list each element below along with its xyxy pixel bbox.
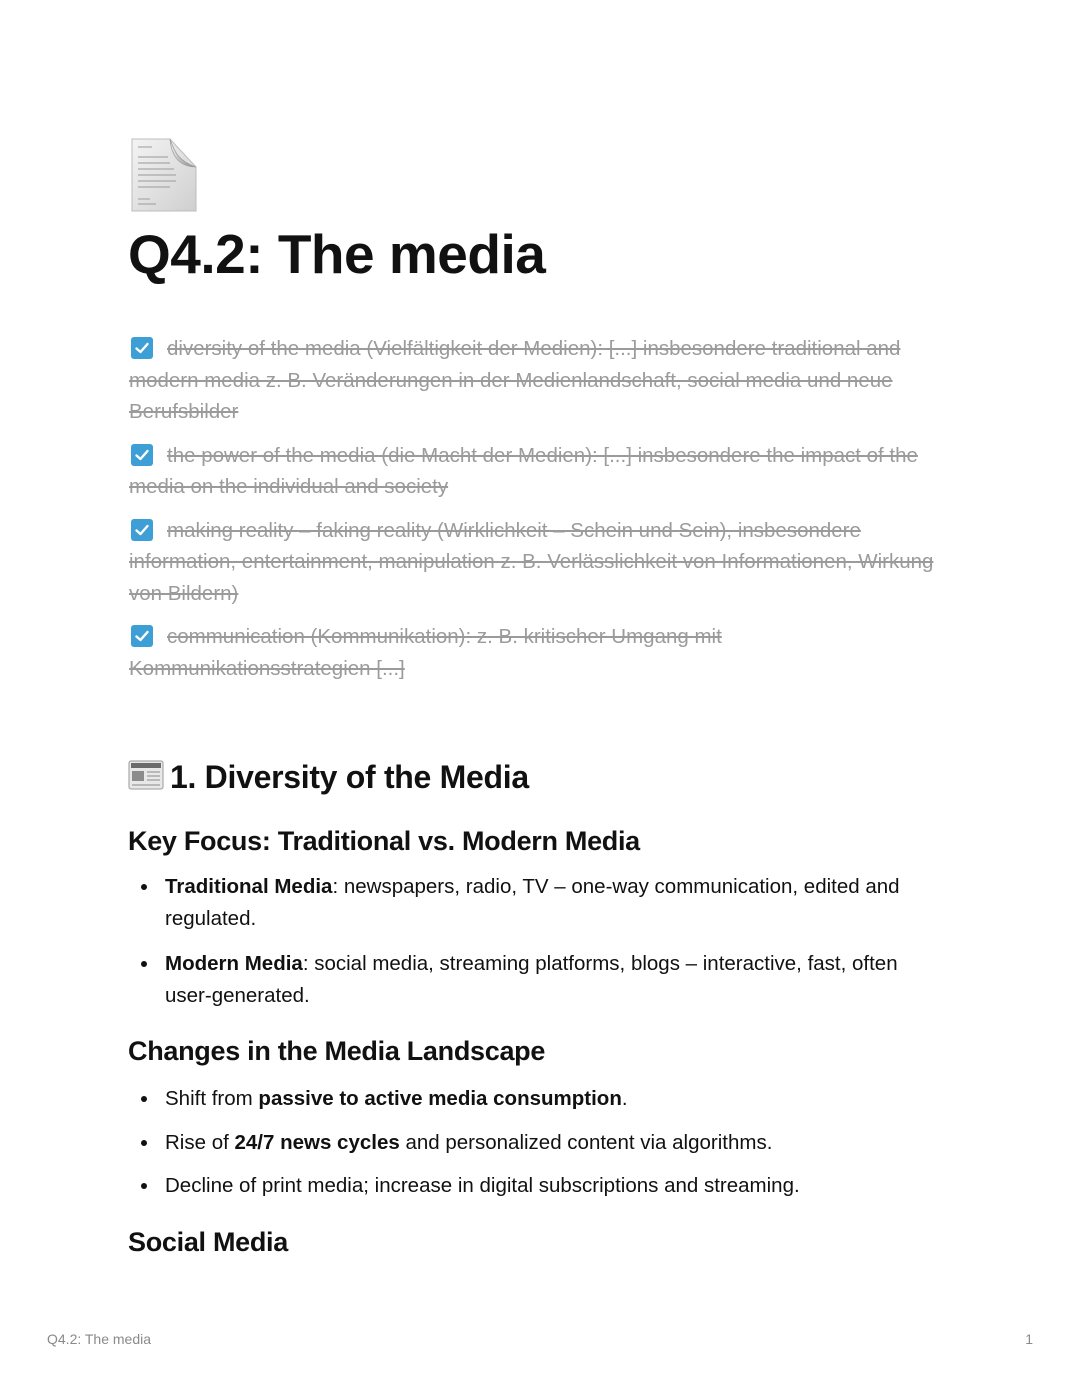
todo-item	[129, 440, 949, 503]
section-heading-text: 1. Diversity of the Media	[170, 759, 529, 795]
checkbox-checked-icon[interactable]	[131, 519, 153, 541]
newspaper-icon	[128, 758, 164, 792]
todo-text[interactable]: diversity of the media (Vielfältigkeit der Medien): [...] insbesondere traditional and modern media z. B. Veränderungen in der Medienlandschaft, social media und neue Berufsbilder	[129, 337, 901, 423]
page-title: Q4.2: The media	[128, 223, 546, 285]
list-item-text: Decline of print media; increase in digital subscriptions and streaming.	[165, 1174, 800, 1197]
subheading-changes: Changes in the Media Landscape	[128, 1036, 546, 1066]
list-item-bold: 24/7 news cycles	[234, 1130, 400, 1154]
todo-item	[129, 621, 949, 684]
list-item	[128, 948, 948, 1011]
bullet-list-key-focus	[128, 871, 948, 1025]
list-item-text: .	[621, 1087, 628, 1110]
list-item	[128, 871, 948, 934]
page-number: 1	[1025, 1331, 1033, 1347]
page-facing-up-icon	[130, 137, 198, 213]
subheading-social-media: Social Media	[128, 1227, 288, 1257]
list-item-text: Shift from	[165, 1087, 259, 1110]
list-item-bold: Traditional Media	[165, 875, 333, 898]
list-item-text: : social media, streaming platforms, blogs – interactive, fast, often user-generated.	[165, 952, 898, 1007]
todo-list	[129, 333, 949, 696]
list-item-text: Rise of	[165, 1130, 235, 1154]
checkbox-checked-icon[interactable]	[131, 444, 153, 466]
list-item	[128, 1170, 948, 1202]
list-item-bold: Modern Media	[165, 952, 303, 975]
footer-title: Q4.2: The media	[47, 1331, 152, 1347]
todo-text[interactable]: communication (Kommunikation): z. B. kritischer Umgang mit Kommunikationsstrategien [...]	[129, 625, 722, 680]
list-item	[128, 1083, 948, 1115]
list-item-text: and personalized content via algorithms.	[399, 1130, 773, 1154]
section-heading	[128, 758, 529, 796]
list-item-text: : newspapers, radio, TV – one-way communication, edited and regulated.	[165, 875, 900, 930]
todo-item	[129, 333, 949, 428]
checkbox-checked-icon[interactable]	[131, 337, 153, 359]
subheading-key-focus: Key Focus: Traditional vs. Modern Media	[128, 826, 640, 856]
todo-item	[129, 515, 949, 610]
list-item-bold: passive to active media consumption	[258, 1087, 622, 1110]
todo-text[interactable]: the power of the media (die Macht der Medien): [...] insbesondere the impact of the media on the individual and society	[129, 443, 918, 498]
checkbox-checked-icon[interactable]	[131, 625, 153, 647]
bullet-list-changes	[128, 1083, 948, 1214]
list-item	[128, 1127, 948, 1159]
todo-text[interactable]: making reality – faking reality (Wirklichkeit – Schein und Sein), insbesondere information, entertainment, manipulation z. B. Verlässlichkeit von Informationen, Wirkung von Bildern)	[129, 518, 934, 605]
